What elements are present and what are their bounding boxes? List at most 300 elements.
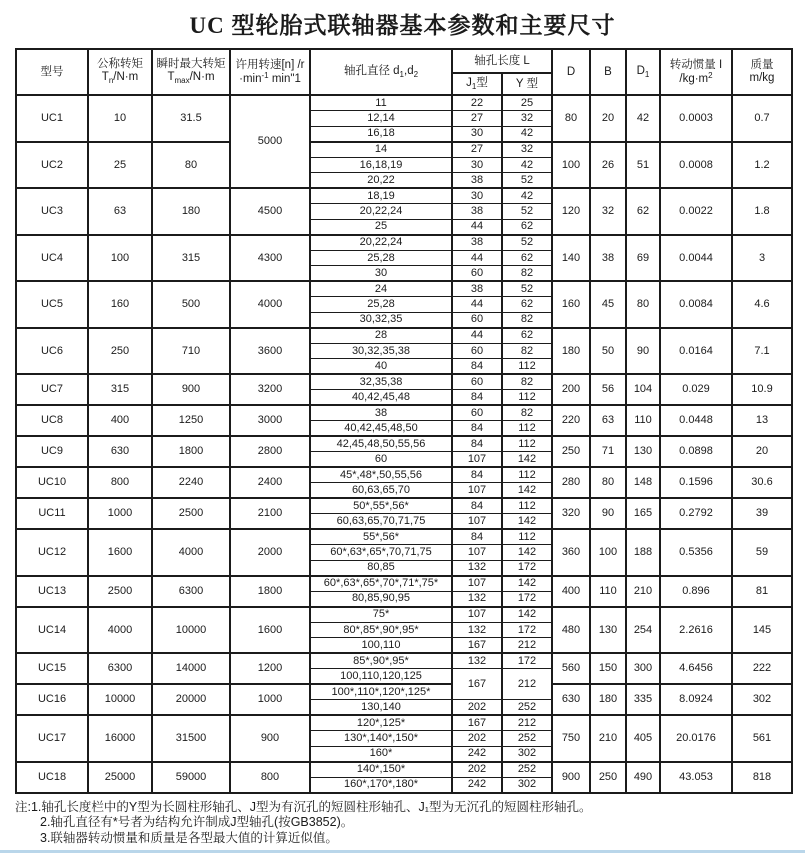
y-length-cell: 112 <box>502 436 552 452</box>
y-length-cell: 82 <box>502 312 552 328</box>
bore-diameter-cell: 60*,63*,65*,70*,71*,75* <box>310 576 452 592</box>
B-cell: 150 <box>590 653 626 684</box>
inertia-cell: 0.0898 <box>660 436 732 467</box>
model-cell: UC14 <box>16 607 88 654</box>
j1-length-cell: 202 <box>452 762 502 778</box>
j1-length-cell: 60 <box>452 374 502 390</box>
model-cell: UC7 <box>16 374 88 405</box>
inertia-cell: 0.0044 <box>660 235 732 282</box>
B-cell: 20 <box>590 95 626 142</box>
mass-cell: 145 <box>732 607 792 654</box>
table-row <box>16 715 792 731</box>
bore-diameter-cell: 75* <box>310 607 452 623</box>
D-cell: 400 <box>552 576 590 607</box>
j1-length-cell: 242 <box>452 746 502 762</box>
B-cell: 210 <box>590 715 626 762</box>
header-inertia: 转动惯量 I $/kg\cdot m^2$ <box>660 49 732 95</box>
footnote-line: 3.联轴器转动惯量和质量是各型最大值的计算近似值。 <box>40 830 338 845</box>
nominal-torque-cell: 1600 <box>88 529 152 576</box>
footnotes <box>15 800 805 847</box>
D-cell: 180 <box>552 328 590 375</box>
j1-length-cell: 132 <box>452 560 502 576</box>
table-row <box>16 142 792 158</box>
nominal-torque-cell: 160 <box>88 281 152 328</box>
y-length-cell: 302 <box>502 777 552 793</box>
bore-diameter-cell: 50*,55*,56* <box>310 498 452 514</box>
speed-cell: 5000 <box>230 95 310 188</box>
mass-cell: 302 <box>732 684 792 715</box>
inertia-cell: 0.0003 <box>660 95 732 142</box>
header-mass: 质量 m/kg <box>732 49 792 95</box>
max-torque-cell: 31500 <box>152 715 230 762</box>
D-cell: 360 <box>552 529 590 576</box>
D-cell: 140 <box>552 235 590 282</box>
B-cell: 71 <box>590 436 626 467</box>
j1-length-cell: 38 <box>452 235 502 251</box>
max-torque-cell: 6300 <box>152 576 230 607</box>
header-max-torque: 瞬时最大转矩 $T_{max}/N\cdot m$ <box>152 49 230 95</box>
D1-cell: 188 <box>626 529 660 576</box>
speed-cell: 2400 <box>230 467 310 498</box>
D-cell: 250 <box>552 436 590 467</box>
y-length-cell: 82 <box>502 343 552 359</box>
bore-diameter-cell: 100,110 <box>310 638 452 654</box>
D-cell: 80 <box>552 95 590 142</box>
y-length-cell: 212 <box>502 669 552 700</box>
bore-diameter-cell: 30,32,35,38 <box>310 343 452 359</box>
header-Y-type: Y 型 <box>502 73 552 95</box>
bore-diameter-cell: 140*,150* <box>310 762 452 778</box>
D1-cell: 254 <box>626 607 660 654</box>
j1-length-cell: 38 <box>452 173 502 189</box>
j1-length-cell: 44 <box>452 250 502 266</box>
B-cell: 63 <box>590 405 626 436</box>
inertia-cell: 0.0448 <box>660 405 732 436</box>
max-torque-cell: 900 <box>152 374 230 405</box>
B-cell: 100 <box>590 529 626 576</box>
bore-diameter-cell: 30 <box>310 266 452 282</box>
bore-diameter-cell: 20,22,24 <box>310 204 452 220</box>
y-length-cell: 42 <box>502 188 552 204</box>
speed-cell: 4000 <box>230 281 310 328</box>
y-length-cell: 62 <box>502 328 552 344</box>
D1-cell: 165 <box>626 498 660 529</box>
model-cell: UC15 <box>16 653 88 684</box>
bore-diameter-cell: 60 <box>310 452 452 468</box>
bore-diameter-cell: 16,18,19 <box>310 157 452 173</box>
j1-length-cell: 44 <box>452 219 502 235</box>
B-cell: 32 <box>590 188 626 235</box>
bore-diameter-cell: 25,28 <box>310 297 452 313</box>
table-row <box>16 529 792 545</box>
bore-diameter-cell: 160* <box>310 746 452 762</box>
j1-length-cell: 60 <box>452 343 502 359</box>
j1-length-cell: 242 <box>452 777 502 793</box>
j1-length-cell: 107 <box>452 483 502 499</box>
j1-length-cell: 30 <box>452 188 502 204</box>
inertia-cell: 0.0022 <box>660 188 732 235</box>
j1-length-cell: 84 <box>452 359 502 375</box>
y-length-cell: 112 <box>502 498 552 514</box>
j1-length-cell: 107 <box>452 576 502 592</box>
j1-length-cell: 84 <box>452 467 502 483</box>
table-row <box>16 653 792 669</box>
inertia-cell: 0.0008 <box>660 142 732 189</box>
bore-diameter-cell: 12,14 <box>310 111 452 127</box>
D-cell: 560 <box>552 653 590 684</box>
D1-cell: 335 <box>626 684 660 715</box>
inertia-cell: 2.2616 <box>660 607 732 654</box>
table-row <box>16 328 792 344</box>
j1-length-cell: 84 <box>452 436 502 452</box>
bore-diameter-cell: 40,42,45,48,50 <box>310 421 452 437</box>
bore-diameter-cell: 14 <box>310 142 452 158</box>
max-torque-cell: 2240 <box>152 467 230 498</box>
y-length-cell: 62 <box>502 219 552 235</box>
speed-cell: 4300 <box>230 235 310 282</box>
y-length-cell: 112 <box>502 359 552 375</box>
y-length-cell: 82 <box>502 405 552 421</box>
max-torque-cell: 4000 <box>152 529 230 576</box>
inertia-cell: 8.0924 <box>660 684 732 715</box>
nominal-torque-cell: 1000 <box>88 498 152 529</box>
D-cell: 750 <box>552 715 590 762</box>
y-length-cell: 42 <box>502 126 552 142</box>
mass-cell: 7.1 <box>732 328 792 375</box>
B-cell: 26 <box>590 142 626 189</box>
y-length-cell: 172 <box>502 560 552 576</box>
D1-cell: 69 <box>626 235 660 282</box>
y-length-cell: 252 <box>502 731 552 747</box>
max-torque-cell: 1250 <box>152 405 230 436</box>
j1-length-cell: 107 <box>452 452 502 468</box>
mass-cell: 59 <box>732 529 792 576</box>
bore-diameter-cell: 80,85 <box>310 560 452 576</box>
j1-length-cell: 60 <box>452 405 502 421</box>
mass-cell: 10.9 <box>732 374 792 405</box>
nominal-torque-cell: 4000 <box>88 607 152 654</box>
bore-diameter-cell: 20,22 <box>310 173 452 189</box>
model-cell: UC1 <box>16 95 88 142</box>
mass-cell: 39 <box>732 498 792 529</box>
y-length-cell: 142 <box>502 607 552 623</box>
inertia-cell: 0.1596 <box>660 467 732 498</box>
y-length-cell: 212 <box>502 715 552 731</box>
j1-length-cell: 107 <box>452 607 502 623</box>
y-length-cell: 142 <box>502 452 552 468</box>
j1-length-cell: 132 <box>452 653 502 669</box>
speed-cell: 900 <box>230 715 310 762</box>
bore-diameter-cell: 80*,85*,90*,95* <box>310 622 452 638</box>
header-bore-diameter: 轴孔直径 $d_1,d_2$ <box>310 49 452 95</box>
max-torque-cell: 180 <box>152 188 230 235</box>
page-title: UC 型轮胎式联轴器基本参数和主要尺寸 <box>189 13 616 38</box>
inertia-cell: 0.896 <box>660 576 732 607</box>
j1-length-cell: 167 <box>452 669 502 700</box>
nominal-torque-cell: 16000 <box>88 715 152 762</box>
y-length-cell: 112 <box>502 467 552 483</box>
mass-cell: 30.6 <box>732 467 792 498</box>
model-cell: UC17 <box>16 715 88 762</box>
y-length-cell: 32 <box>502 142 552 158</box>
j1-length-cell: 60 <box>452 312 502 328</box>
y-length-cell: 52 <box>502 173 552 189</box>
mass-cell: 81 <box>732 576 792 607</box>
table-row <box>16 281 792 297</box>
y-length-cell: 112 <box>502 529 552 545</box>
bore-diameter-cell: 25 <box>310 219 452 235</box>
model-cell: UC12 <box>16 529 88 576</box>
max-torque-cell: 2500 <box>152 498 230 529</box>
model-cell: UC13 <box>16 576 88 607</box>
inertia-cell: 0.0164 <box>660 328 732 375</box>
nominal-torque-cell: 250 <box>88 328 152 375</box>
header-nominal-torque: 公称转矩 $T_n/N\cdot m$ <box>88 49 152 95</box>
D-cell: 120 <box>552 188 590 235</box>
bore-diameter-cell: 45*,48*,50,55,56 <box>310 467 452 483</box>
nominal-torque-cell: 10 <box>88 95 152 142</box>
speed-cell: 2100 <box>230 498 310 529</box>
model-cell: UC9 <box>16 436 88 467</box>
D1-cell: 130 <box>626 436 660 467</box>
j1-length-cell: 84 <box>452 390 502 406</box>
B-cell: 110 <box>590 576 626 607</box>
max-torque-cell: 80 <box>152 142 230 189</box>
D-cell: 900 <box>552 762 590 793</box>
bore-diameter-cell: 130,140 <box>310 700 452 716</box>
D-cell: 480 <box>552 607 590 654</box>
speed-cell: 2000 <box>230 529 310 576</box>
D-cell: 200 <box>552 374 590 405</box>
y-length-cell: 42 <box>502 157 552 173</box>
y-length-cell: 52 <box>502 204 552 220</box>
j1-length-cell: 38 <box>452 281 502 297</box>
speed-cell: 1000 <box>230 684 310 715</box>
y-length-cell: 62 <box>502 297 552 313</box>
D1-cell: 405 <box>626 715 660 762</box>
table-row <box>16 95 792 111</box>
inertia-cell: 43.053 <box>660 762 732 793</box>
y-length-cell: 212 <box>502 638 552 654</box>
j1-length-cell: 30 <box>452 126 502 142</box>
j1-length-cell: 107 <box>452 514 502 530</box>
header-J1-type: $J_1$型 <box>452 73 502 95</box>
y-length-cell: 172 <box>502 653 552 669</box>
j1-length-cell: 44 <box>452 328 502 344</box>
bore-diameter-cell: 100*,110*,120*,125* <box>310 684 452 700</box>
j1-length-cell: 44 <box>452 297 502 313</box>
model-cell: UC4 <box>16 235 88 282</box>
max-torque-cell: 14000 <box>152 653 230 684</box>
y-length-cell: 32 <box>502 111 552 127</box>
j1-length-cell: 84 <box>452 498 502 514</box>
speed-cell: 800 <box>230 762 310 793</box>
model-cell: UC5 <box>16 281 88 328</box>
speed-cell: 3200 <box>230 374 310 405</box>
speed-cell: 1800 <box>230 576 310 607</box>
bore-diameter-cell: 80,85,90,95 <box>310 591 452 607</box>
j1-length-cell: 27 <box>452 142 502 158</box>
y-length-cell: 252 <box>502 700 552 716</box>
y-length-cell: 112 <box>502 421 552 437</box>
header-D: D <box>552 49 590 95</box>
j1-length-cell: 84 <box>452 529 502 545</box>
y-length-cell: 142 <box>502 545 552 561</box>
model-cell: UC10 <box>16 467 88 498</box>
mass-cell: 0.7 <box>732 95 792 142</box>
nominal-torque-cell: 400 <box>88 405 152 436</box>
header-bore-length: 轴孔长度 L <box>452 49 552 73</box>
table-row <box>16 467 792 483</box>
B-cell: 50 <box>590 328 626 375</box>
j1-length-cell: 30 <box>452 157 502 173</box>
j1-length-cell: 22 <box>452 95 502 111</box>
max-torque-cell: 31.5 <box>152 95 230 142</box>
bore-diameter-cell: 28 <box>310 328 452 344</box>
y-length-cell: 142 <box>502 576 552 592</box>
bore-diameter-cell: 11 <box>310 95 452 111</box>
D1-cell: 90 <box>626 328 660 375</box>
inertia-cell: 0.029 <box>660 374 732 405</box>
inertia-cell: 0.5356 <box>660 529 732 576</box>
mass-cell: 818 <box>732 762 792 793</box>
model-cell: UC2 <box>16 142 88 189</box>
header-B: B <box>590 49 626 95</box>
model-cell: UC16 <box>16 684 88 715</box>
y-length-cell: 112 <box>502 390 552 406</box>
nominal-torque-cell: 63 <box>88 188 152 235</box>
j1-length-cell: 84 <box>452 421 502 437</box>
y-length-cell: 252 <box>502 762 552 778</box>
D1-cell: 148 <box>626 467 660 498</box>
nominal-torque-cell: 800 <box>88 467 152 498</box>
B-cell: 38 <box>590 235 626 282</box>
B-cell: 130 <box>590 607 626 654</box>
table-row <box>16 576 792 592</box>
mass-cell: 13 <box>732 405 792 436</box>
D-cell: 220 <box>552 405 590 436</box>
bore-diameter-cell: 18,19 <box>310 188 452 204</box>
mass-cell: 1.2 <box>732 142 792 189</box>
mass-cell: 4.6 <box>732 281 792 328</box>
table-row <box>16 762 792 778</box>
inertia-cell: 4.6456 <box>660 653 732 684</box>
nominal-torque-cell: 10000 <box>88 684 152 715</box>
max-torque-cell: 710 <box>152 328 230 375</box>
D-cell: 630 <box>552 684 590 715</box>
B-cell: 80 <box>590 467 626 498</box>
bore-diameter-cell: 160*,170*,180* <box>310 777 452 793</box>
D1-cell: 62 <box>626 188 660 235</box>
mass-cell: 1.8 <box>732 188 792 235</box>
y-length-cell: 82 <box>502 266 552 282</box>
D1-cell: 490 <box>626 762 660 793</box>
bore-diameter-cell: 32,35,38 <box>310 374 452 390</box>
nominal-torque-cell: 6300 <box>88 653 152 684</box>
footnote-line: 2.轴孔直径有*号者为结构允许制成J型轴孔(按GB3852)。 <box>40 815 354 829</box>
D1-cell: 110 <box>626 405 660 436</box>
B-cell: 56 <box>590 374 626 405</box>
bore-diameter-cell: 130*,140*,150* <box>310 731 452 747</box>
speed-cell: 3600 <box>230 328 310 375</box>
table-row <box>16 374 792 390</box>
table-body <box>16 95 792 793</box>
coupling-parameters-table <box>15 48 793 794</box>
j1-length-cell: 107 <box>452 545 502 561</box>
D1-cell: 210 <box>626 576 660 607</box>
inertia-cell: 0.2792 <box>660 498 732 529</box>
bore-diameter-cell: 60,63,65,70 <box>310 483 452 499</box>
j1-length-cell: 132 <box>452 622 502 638</box>
j1-length-cell: 202 <box>452 700 502 716</box>
B-cell: 90 <box>590 498 626 529</box>
y-length-cell: 172 <box>502 622 552 638</box>
mass-cell: 222 <box>732 653 792 684</box>
model-cell: UC18 <box>16 762 88 793</box>
D-cell: 280 <box>552 467 590 498</box>
bore-diameter-cell: 60*,63*,65*,70,71,75 <box>310 545 452 561</box>
nominal-torque-cell: 25000 <box>88 762 152 793</box>
bore-diameter-cell: 42,45,48,50,55,56 <box>310 436 452 452</box>
table-row <box>16 498 792 514</box>
j1-length-cell: 60 <box>452 266 502 282</box>
D1-cell: 104 <box>626 374 660 405</box>
j1-length-cell: 38 <box>452 204 502 220</box>
bore-diameter-cell: 30,32,35 <box>310 312 452 328</box>
model-cell: UC11 <box>16 498 88 529</box>
y-length-cell: 142 <box>502 514 552 530</box>
inertia-cell: 20.0176 <box>660 715 732 762</box>
speed-cell: 3000 <box>230 405 310 436</box>
nominal-torque-cell: 100 <box>88 235 152 282</box>
table-row <box>16 436 792 452</box>
bore-diameter-cell: 40,42,45,48 <box>310 390 452 406</box>
y-length-cell: 82 <box>502 374 552 390</box>
mass-cell: 561 <box>732 715 792 762</box>
model-cell: UC3 <box>16 188 88 235</box>
model-cell: UC8 <box>16 405 88 436</box>
y-length-cell: 142 <box>502 483 552 499</box>
y-length-cell: 172 <box>502 591 552 607</box>
bore-diameter-cell: 55*,56* <box>310 529 452 545</box>
footnote-line: 注:1.轴孔长度栏中的Y型为长圆柱形轴孔、J型为有沉孔的短圆柱形轴孔、J₁型为无沉孔的短圆柱形轴孔。 <box>15 799 592 814</box>
table-row <box>16 188 792 204</box>
bore-diameter-cell: 40 <box>310 359 452 375</box>
mass-cell: 20 <box>732 436 792 467</box>
table-row <box>16 607 792 623</box>
nominal-torque-cell: 2500 <box>88 576 152 607</box>
bore-diameter-cell: 85*,90*,95* <box>310 653 452 669</box>
j1-length-cell: 167 <box>452 638 502 654</box>
max-torque-cell: 315 <box>152 235 230 282</box>
D-cell: 320 <box>552 498 590 529</box>
bore-diameter-cell: 60,63,65,70,71,75 <box>310 514 452 530</box>
max-torque-cell: 20000 <box>152 684 230 715</box>
bore-diameter-cell: 16,18 <box>310 126 452 142</box>
max-torque-cell: 1800 <box>152 436 230 467</box>
max-torque-cell: 10000 <box>152 607 230 654</box>
D1-cell: 42 <box>626 95 660 142</box>
inertia-cell: 0.0084 <box>660 281 732 328</box>
table-row <box>16 235 792 251</box>
B-cell: 180 <box>590 684 626 715</box>
speed-cell: 2800 <box>230 436 310 467</box>
D-cell: 100 <box>552 142 590 189</box>
nominal-torque-cell: 630 <box>88 436 152 467</box>
mass-cell: 3 <box>732 235 792 282</box>
speed-cell: 1600 <box>230 607 310 654</box>
B-cell: 45 <box>590 281 626 328</box>
